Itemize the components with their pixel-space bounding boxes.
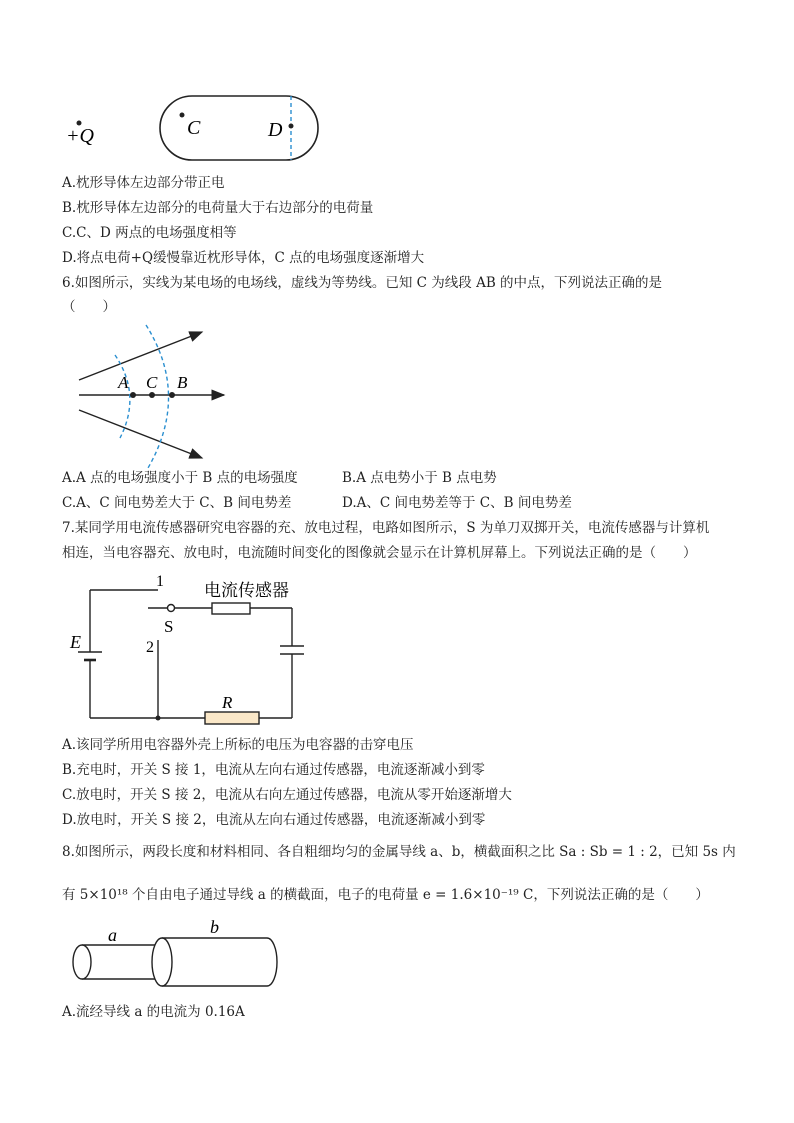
point-c-dot [149, 392, 155, 398]
point-c-dot [180, 113, 185, 118]
q7-option-d: D.放电时，开关 S 接 2，电流从左向右通过传感器，电流逐渐减小到零 [62, 812, 486, 828]
point-b-label: B [177, 373, 188, 392]
terminal-1-label: 1 [156, 573, 164, 590]
resistor [205, 712, 259, 724]
q7-option-c: C.放电时，开关 S 接 2，电流从右向左通过传感器，电流从零开始逐渐增大 [62, 787, 512, 803]
q5-option-a: A.枕形导体左边部分带正电 [62, 175, 225, 191]
q7-stem-line2: 相连，当电容器充、放电时，电流随时间变化的图像就会显示在计算机屏幕上。下列说法正确的是（ ） [62, 545, 697, 561]
current-sensor-label: 电流传感器 [204, 581, 289, 600]
wire-b-end [152, 938, 172, 986]
resistor-label: R [222, 693, 233, 712]
q6-option-a: A.A 点的电场强度小于 B 点的电场强度 [62, 470, 298, 486]
figure-field-lines [70, 320, 240, 470]
point-c-label: C [146, 373, 158, 392]
terminal-2-label: 2 [146, 639, 154, 656]
q8-stem-line1: 8.如图所示，两段长度和材料相同、各自粗细均匀的金属导线 a、b，横截面积之比 Sa : Sb = 1 : 2，已知 5s 内 [62, 844, 736, 860]
point-b-dot [169, 392, 175, 398]
point-d-dot [289, 124, 294, 129]
charge-label: +Q [66, 125, 94, 147]
q7-option-b: B.充电时，开关 S 接 1，电流从左向右通过传感器，电流逐渐减小到零 [62, 762, 485, 778]
q5-option-d: D.将点电荷+Q缓慢靠近枕形导体，C 点的电场强度逐渐增大 [62, 250, 425, 266]
q6-option-c: C.A、C 间电势差大于 C、B 间电势差 [62, 495, 292, 511]
q6-stem-line2: （ ） [62, 299, 116, 315]
q5-option-b: B.枕形导体左边部分的电荷量大于右边部分的电荷量 [62, 200, 374, 216]
point-c-label: C [187, 117, 201, 139]
pillow-conductor [160, 96, 318, 160]
q5-option-c: C.C、D 两点的电场强度相等 [62, 225, 237, 241]
q6-stem-line1: 6.如图所示，实线为某电场的电场线，虚线为等势线。已知 C 为线段 AB 的中点，下列说法正确的是 [62, 275, 663, 291]
wire-a-label: a [108, 925, 117, 945]
q8-stem-line2: 有 5×10¹⁸ 个自由电子通过导线 a 的横截面，电子的电荷量 e = 1.6×10⁻¹⁹ C，下列说法正确的是（ ） [62, 887, 709, 903]
figure-wires [66, 915, 286, 995]
field-line-bottom [79, 410, 202, 458]
point-a-label: A [118, 373, 129, 392]
q7-stem-line1: 7.某同学用电流传感器研究电容器的充、放电过程，电路如图所示，S 为单刀双掷开关，电流传感器与计算机 [62, 520, 710, 536]
switch-label: S [164, 617, 174, 636]
current-sensor [212, 603, 250, 614]
wire-b-label: b [210, 917, 219, 937]
emf-label: E [70, 632, 81, 652]
wire-a-end [73, 945, 91, 979]
point-a-dot [130, 392, 136, 398]
figure-pillow-conductor [60, 90, 330, 170]
wire-b-body [162, 938, 277, 986]
q8-option-a: A.流经导线 a 的电流为 0.16A [62, 1004, 245, 1020]
switch-pivot [168, 605, 175, 612]
q7-option-a: A.该同学所用电容器外壳上所标的电压为电容器的击穿电压 [62, 737, 414, 753]
q6-option-d: D.A、C 间电势差等于 C、B 间电势差 [342, 495, 572, 511]
q6-option-b: B.A 点电势小于 B 点电势 [342, 470, 497, 486]
figure-circuit [60, 570, 310, 730]
point-d-label: D [268, 119, 283, 141]
